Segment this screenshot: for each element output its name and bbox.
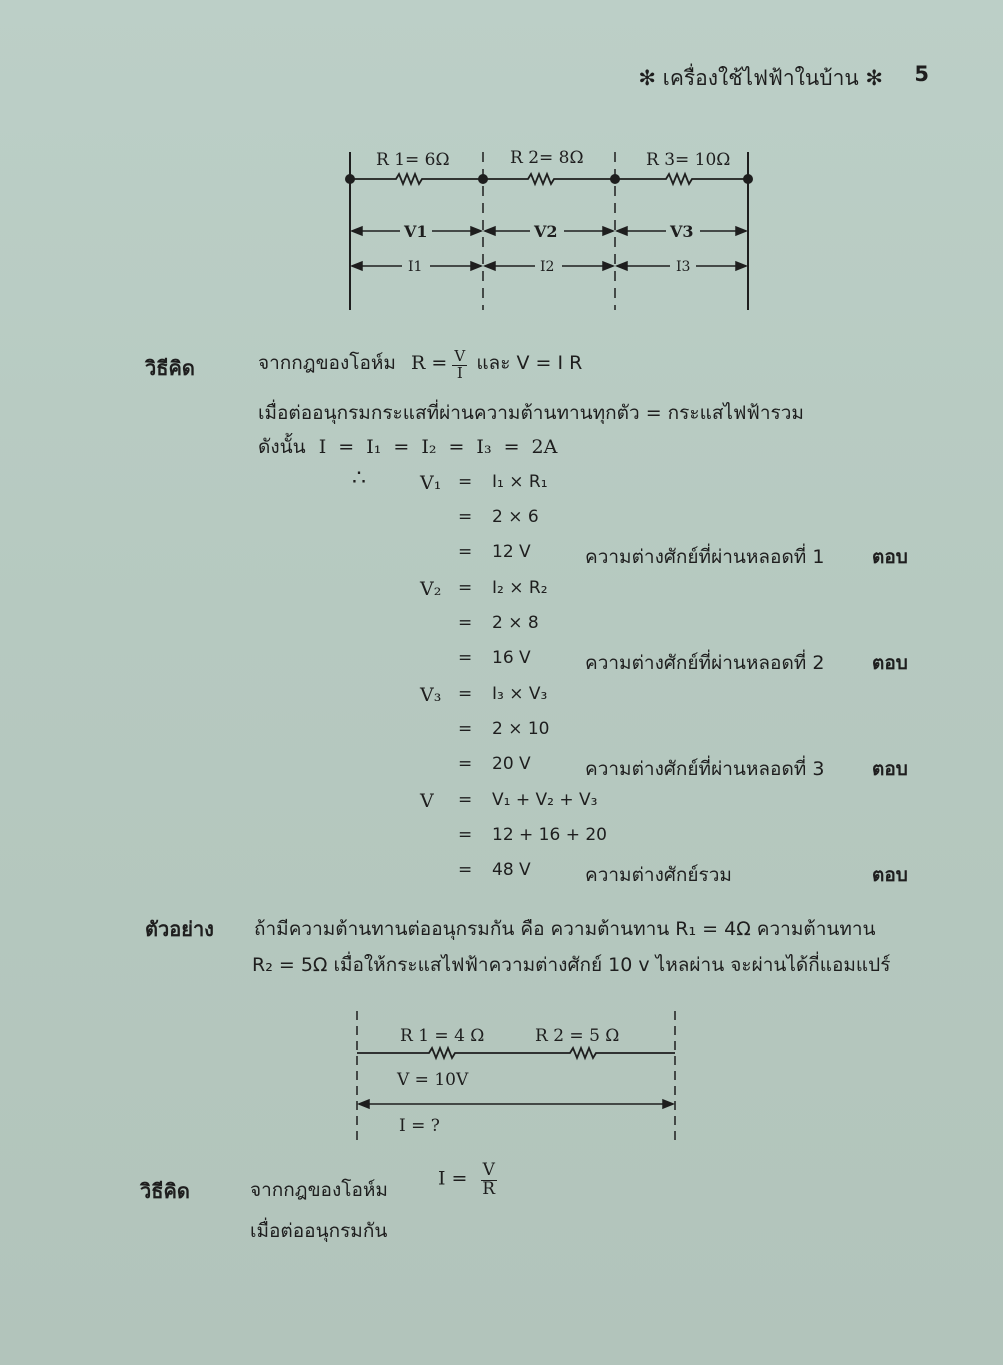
- current-equation-line: [258, 432, 557, 462]
- series-statement: เมื่อต่ออนุกรมกระแสที่ผ่านความต้านทานทุกตัว = กระแสไฟฟ้ารวม: [258, 402, 804, 424]
- answer-marker: ตอบ: [872, 758, 908, 780]
- step-rhs: I₂ × R₂: [492, 578, 548, 598]
- step-rhs: V₁ + V₂ + V₃: [492, 790, 598, 810]
- v1-label: V1: [404, 222, 428, 241]
- resistors-wire: [357, 1048, 675, 1058]
- resistor-r2-symbol: [483, 174, 615, 184]
- step-lhs: V₃: [420, 684, 442, 706]
- resistor-r1-symbol: [350, 174, 483, 184]
- v-over-r-fraction: [481, 1162, 497, 1198]
- step-equals: =: [458, 790, 473, 810]
- node-4: [743, 174, 753, 184]
- step-note: ความต่างศักย์รวม: [585, 864, 732, 886]
- step-rhs: 2 × 10: [492, 719, 550, 739]
- step-rhs: 12 V: [492, 542, 531, 562]
- step-equals: =: [458, 860, 473, 880]
- ohm-intro-text: จากกฎของโอห์ม: [258, 352, 396, 374]
- series-note-2: เมื่อต่ออนุกรมกัน: [250, 1220, 388, 1242]
- ohm-r-equals: R =: [411, 352, 448, 374]
- ohm-numerator: V: [454, 346, 466, 365]
- therefore-word: ดังนั้น: [258, 436, 306, 458]
- ohm-and-text: และ V = I R: [476, 352, 583, 374]
- r1-value-label: R 1 = 4 Ω: [400, 1026, 485, 1046]
- current-equation: I = I₁ = I₂ = I₃ = 2A: [318, 436, 558, 458]
- step-equals: =: [458, 613, 473, 633]
- step-rhs: I₁ × R₁: [492, 472, 548, 492]
- step-equals: =: [458, 684, 473, 704]
- fraction-numerator: V: [482, 1160, 495, 1180]
- answer-marker: ตอบ: [872, 652, 908, 674]
- voltage-label: V = 10V: [397, 1070, 469, 1090]
- i-equals: I =: [438, 1167, 468, 1190]
- v2-label: V2: [534, 222, 558, 241]
- r2-label: R 2= 8Ω: [510, 148, 584, 168]
- ohm-formula-2: [438, 1162, 497, 1198]
- series-circuit-diagram-2: [345, 1005, 690, 1145]
- i2-label: I2: [540, 259, 555, 275]
- step-equals: =: [458, 578, 473, 598]
- i3-label: I3: [676, 259, 691, 275]
- step-equals: =: [458, 825, 473, 845]
- r1-label: R 1= 6Ω: [376, 150, 450, 170]
- step-note: ความต่างศักย์ที่ผ่านหลอดที่ 2: [585, 652, 825, 674]
- v3-label: V3: [670, 222, 694, 241]
- ohm-denominator: I: [456, 363, 463, 382]
- step-equals: =: [458, 754, 473, 774]
- example-line-1: ถ้ามีความต้านทานต่ออนุกรมกัน คือ ความต้านทาน R₁ = 4Ω ความต้านทาน: [254, 918, 876, 940]
- fraction-denominator: R: [482, 1179, 496, 1199]
- step-rhs: 2 × 6: [492, 507, 539, 527]
- step-rhs: 12 + 16 + 20: [492, 825, 607, 845]
- therefore-symbol: ∴: [352, 466, 366, 491]
- node-3: [610, 174, 620, 184]
- current-unknown-label: I = ?: [399, 1116, 440, 1136]
- example-line-2: R₂ = 5Ω เมื่อให้กระแสไฟฟ้าความต่างศักย์ 10 v ไหลผ่าน จะผ่านได้กี่แอมแปร์: [252, 954, 891, 976]
- step-rhs: 16 V: [492, 648, 531, 668]
- solution-label-2: วิธีคิด: [140, 1179, 190, 1203]
- ohm-intro-2: จากกฎของโอห์ม: [250, 1179, 388, 1201]
- step-lhs: V: [420, 790, 434, 812]
- step-note: ความต่างศักย์ที่ผ่านหลอดที่ 3: [585, 758, 825, 780]
- answer-marker: ตอบ: [872, 864, 908, 886]
- step-lhs: V₂: [420, 578, 442, 600]
- step-lhs: V₁: [420, 472, 442, 494]
- r3-label: R 3= 10Ω: [646, 150, 731, 170]
- i1-label: I1: [408, 259, 423, 275]
- ohm-law-line: [258, 348, 582, 381]
- step-equals: =: [458, 507, 473, 527]
- series-circuit-diagram-1: [330, 140, 770, 320]
- step-note: ความต่างศักย์ที่ผ่านหลอดที่ 1: [585, 546, 825, 568]
- step-rhs: I₃ × V₃: [492, 684, 548, 704]
- step-equals: =: [458, 472, 473, 492]
- page-number: 5: [914, 62, 929, 86]
- step-equals: =: [458, 542, 473, 562]
- node-1: [345, 174, 355, 184]
- ohm-fraction: [452, 346, 467, 382]
- node-2: [478, 174, 488, 184]
- solution-label-1: วิธีคิด: [145, 356, 195, 380]
- step-rhs: 20 V: [492, 754, 531, 774]
- r2-value-label: R 2 = 5 Ω: [535, 1026, 620, 1046]
- step-equals: =: [458, 719, 473, 739]
- resistor-r3-symbol: [615, 174, 748, 184]
- step-rhs: 48 V: [492, 860, 531, 880]
- running-header: ✻ เครื่องใช้ไฟฟ้าในบ้าน ✻: [638, 66, 883, 90]
- answer-marker: ตอบ: [872, 546, 908, 568]
- example-label: ตัวอย่าง: [145, 917, 214, 941]
- step-rhs: 2 × 8: [492, 613, 539, 633]
- step-equals: =: [458, 648, 473, 668]
